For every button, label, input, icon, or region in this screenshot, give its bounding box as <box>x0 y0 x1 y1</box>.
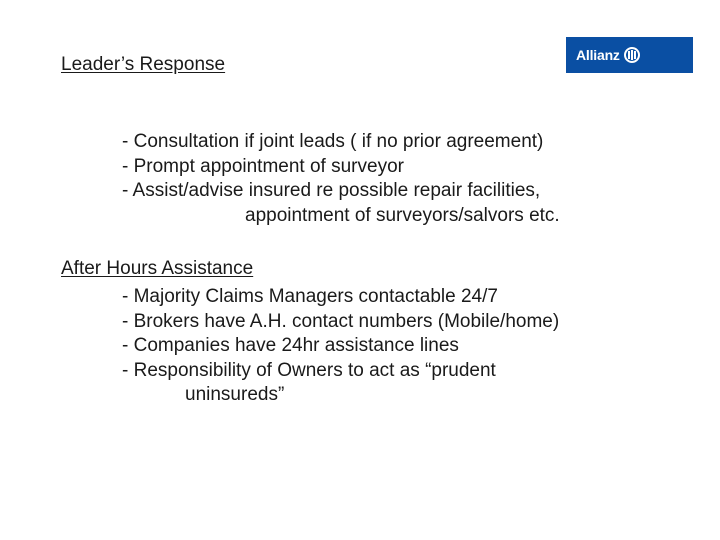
allianz-logo <box>566 37 693 73</box>
list-item: - Consultation if joint leads ( if no prior agreement) <box>122 131 544 152</box>
list-item-continuation: uninsureds” <box>185 384 285 406</box>
leaders-response-list <box>122 130 560 228</box>
list-item: - Assist/advise insured re possible repair facilities, <box>122 180 541 202</box>
section-heading-after-hours: After Hours Assistance <box>61 258 254 279</box>
list-item: - Companies have 24hr assistance lines <box>122 335 459 357</box>
after-hours-list <box>122 285 559 408</box>
allianz-eagle-icon <box>624 47 640 63</box>
list-item: - Brokers have A.H. contact numbers (Mobile/home) <box>122 310 560 332</box>
list-item: - Prompt appointment of surveyor <box>122 155 404 177</box>
section-heading-leaders-response: Leader’s Response <box>61 54 226 75</box>
list-item: - Responsibility of Owners to act as “prudent <box>122 359 496 381</box>
list-item-continuation: appointment of surveyors/salvors etc. <box>245 204 560 226</box>
logo-text: Allianz <box>576 47 620 63</box>
list-item: - Majority Claims Managers contactable 24/7 <box>122 286 498 307</box>
